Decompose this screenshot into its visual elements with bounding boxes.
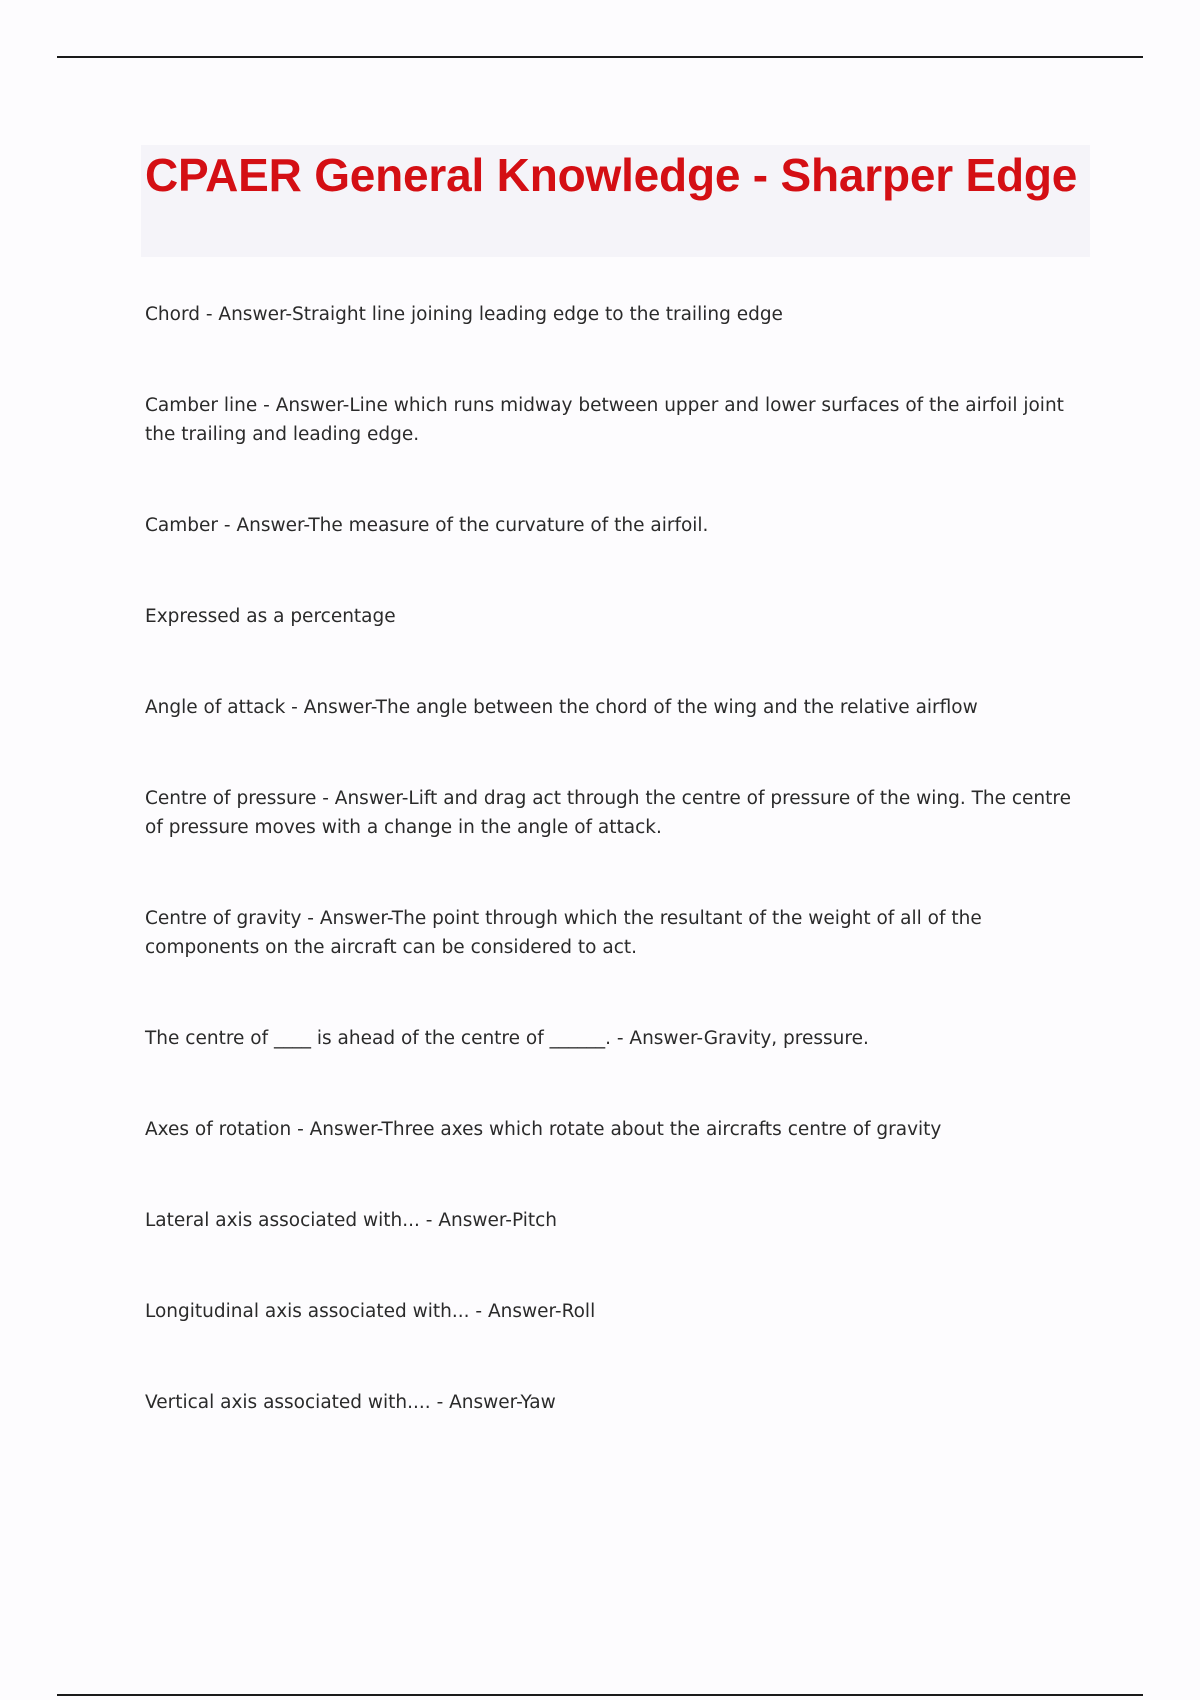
qa-list: [145, 300, 1085, 1417]
list-item: Vertical axis associated with.... - Answer-Yaw: [145, 1392, 556, 1413]
list-item: Centre of gravity - Answer-The point through which the resultant of the weight of all of the components on the aircraft can be considered to act.: [145, 908, 982, 958]
list-item: Centre of pressure - Answer-Lift and drag act through the centre of pressure of the wing. The centre of pressure moves with a change in the angle of attack.: [145, 788, 1071, 838]
list-item: Camber - Answer-The measure of the curvature of the airfoil.: [145, 515, 709, 536]
list-item: The centre of ____ is ahead of the centre of ______. - Answer-Gravity, pressure.: [145, 1028, 869, 1049]
list-item: Lateral axis associated with... - Answer-Pitch: [145, 1210, 558, 1231]
list-item: Axes of rotation - Answer-Three axes which rotate about the aircrafts centre of gravity: [145, 1119, 942, 1140]
footer-rule: [57, 1694, 1143, 1696]
list-item: Camber line - Answer-Line which runs midway between upper and lower surfaces of the airfoil joint the trailing and leading edge.: [145, 395, 1064, 445]
document-title: CPAER General Knowledge - Sharper Edge: [145, 149, 1078, 201]
list-item: Chord - Answer-Straight line joining leading edge to the trailing edge: [145, 304, 783, 325]
list-item: Longitudinal axis associated with... - Answer-Roll: [145, 1301, 596, 1322]
header-rule: [57, 56, 1143, 58]
title-banner: [141, 145, 1090, 257]
list-item: Expressed as a percentage: [145, 606, 396, 627]
list-item: Angle of attack - Answer-The angle between the chord of the wing and the relative airflow: [145, 697, 978, 718]
